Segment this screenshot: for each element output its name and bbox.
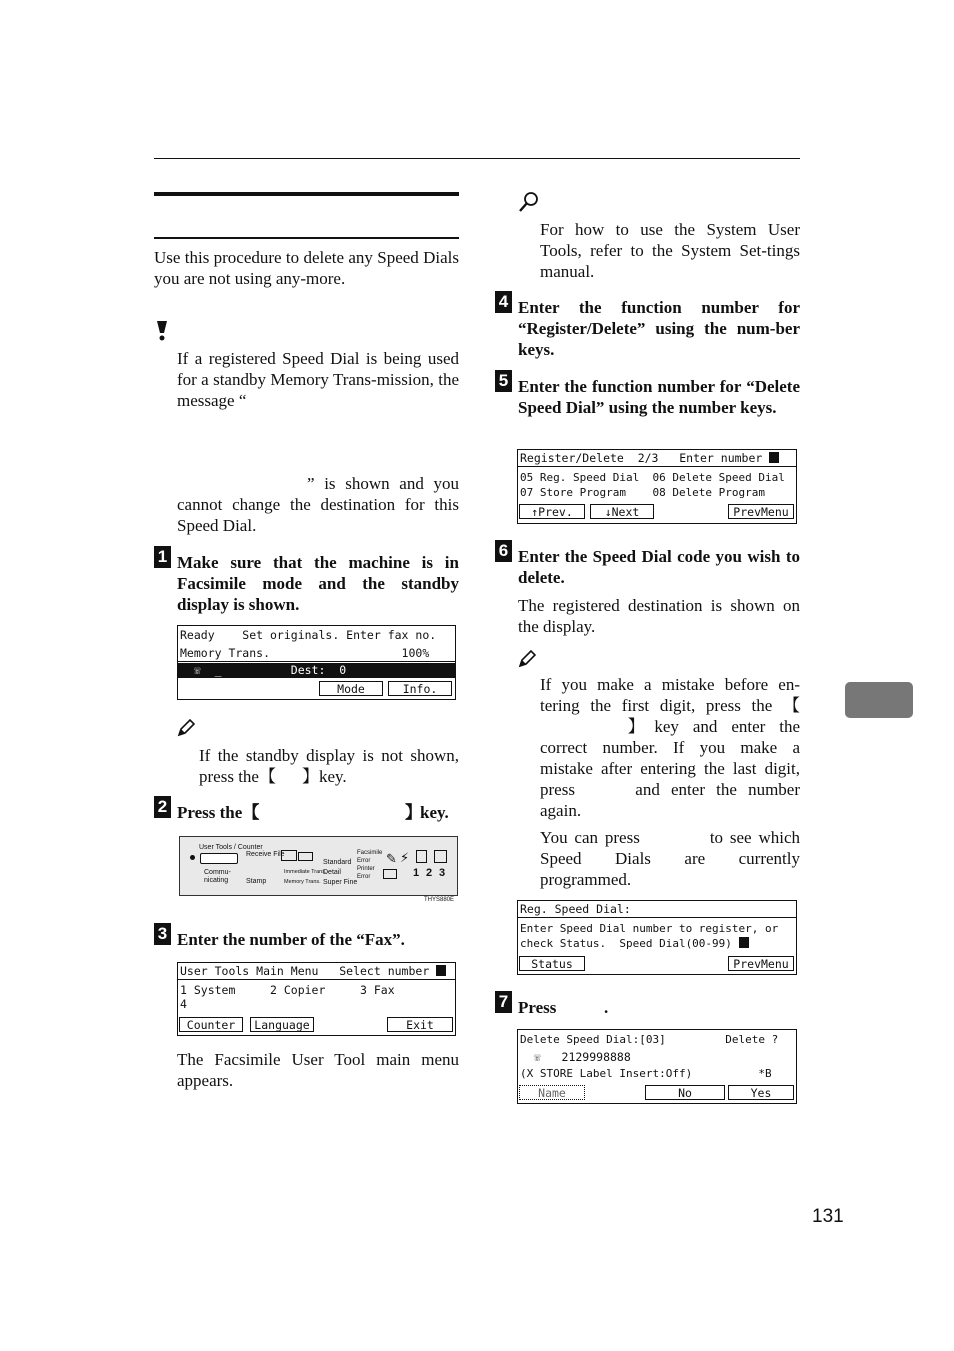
step-5-title: Enter the function number for “Delete Speed Dial” using the number keys. bbox=[518, 377, 800, 417]
prevmenu-button[interactable]: PrevMenu bbox=[728, 504, 794, 519]
facsimile-error-label: Facsimile Error bbox=[357, 850, 383, 864]
lcd-main-menu bbox=[177, 962, 456, 1036]
status-button[interactable]: Status bbox=[519, 956, 585, 971]
panel-figure-code: THYS880E bbox=[424, 897, 455, 903]
lcd-main-menu-row2: 1 System 2 Copier 3 Fax bbox=[180, 983, 395, 997]
step-6-body: The registered destination is shown on the display. bbox=[518, 596, 800, 636]
lcd-register-row2: 05 Reg. Speed Dial 06 Delete Speed Dial bbox=[520, 471, 785, 484]
step-3-number: 3 bbox=[154, 923, 171, 945]
tray-3-icon: 3 bbox=[439, 867, 446, 879]
page-number: 131 bbox=[812, 1206, 844, 1227]
communicating-label: Commu- nicating bbox=[204, 869, 231, 884]
step-6-note-2a: You can press bbox=[540, 828, 640, 847]
important-icon bbox=[155, 320, 169, 342]
step-2-number: 2 bbox=[154, 796, 171, 818]
toner-icon: ⚡ bbox=[400, 850, 410, 865]
printer-icon bbox=[383, 869, 397, 879]
chapter-tab bbox=[845, 682, 913, 718]
step-4-number: 4 bbox=[495, 291, 512, 313]
reference-magnifier-icon bbox=[518, 191, 540, 213]
lcd-cursor bbox=[769, 452, 779, 463]
indicator-dot bbox=[190, 855, 195, 860]
lcd-delete-speed-dial bbox=[517, 1029, 797, 1104]
step-7-number: 7 bbox=[495, 991, 512, 1013]
step-5-number: 5 bbox=[495, 370, 512, 392]
lcd-main-menu-row3: 4 bbox=[180, 997, 187, 1011]
step-2-text: Press the bbox=[177, 803, 243, 822]
step-3-title: Enter the number of the “Fax”. bbox=[177, 930, 405, 949]
note-pencil-icon bbox=[518, 650, 536, 668]
section-bottom-rule bbox=[154, 237, 459, 239]
mode-button[interactable]: Mode bbox=[319, 681, 383, 696]
step-1-note bbox=[199, 745, 459, 787]
exit-button[interactable]: Exit bbox=[387, 1017, 453, 1032]
step-4-title: Enter the function number for “Register/Delete” using the num-ber keys. bbox=[518, 298, 800, 359]
user-tools-label: User Tools / Counter bbox=[199, 844, 263, 851]
super-fine-label: Super Fine bbox=[323, 879, 358, 886]
step-3-after-text: The Facsimile User Tool main menu appears. bbox=[177, 1050, 459, 1090]
lcd-register-title: Register/Delete 2/3 Enter number bbox=[520, 451, 763, 465]
step-6-note-2b: to see which Speed Dials are currently programmed. bbox=[540, 828, 800, 889]
step-6-note-1c: 】key and enter the correct number. If you make a mistake after entering the last digit, press bbox=[540, 717, 800, 799]
prevmenu-button[interactable]: PrevMenu bbox=[728, 956, 794, 971]
control-panel-illustration bbox=[179, 836, 458, 896]
step-6-note-1 bbox=[540, 674, 800, 821]
paper-icon bbox=[416, 850, 427, 863]
important-text-1: If a registered Speed Dial is being used for a standby Memory Trans-mission, the message “ bbox=[177, 349, 459, 410]
important-text-2: ” is shown and you cannot change the destination for this Speed Dial. bbox=[177, 474, 459, 535]
step-1-note-end: 】key. bbox=[301, 767, 347, 786]
lcd-register-row1 bbox=[518, 451, 796, 467]
step-1-number: 1 bbox=[154, 546, 171, 568]
immediate-trans-label: Immediate Trans. bbox=[284, 869, 327, 875]
yes-button[interactable]: Yes bbox=[728, 1085, 794, 1100]
lcd-register-row3: 07 Store Program 08 Delete Program bbox=[520, 486, 766, 499]
user-tools-key[interactable] bbox=[200, 853, 238, 864]
step-1-note-text: If the standby display is not shown, press the【 bbox=[199, 746, 459, 786]
receive-file-label: Receive File bbox=[246, 851, 285, 858]
lcd-standby-display bbox=[177, 625, 456, 700]
next-button[interactable]: ↓Next bbox=[590, 504, 654, 519]
step-7-text: Press bbox=[518, 998, 557, 1017]
standard-label: Standard bbox=[323, 859, 352, 866]
tray-2-icon: 2 bbox=[426, 867, 433, 879]
step-6-note-1a: If you make a mistake before en-tering the first digit, press the bbox=[540, 675, 800, 715]
lcd-cursor bbox=[739, 937, 749, 948]
lcd-reg-speed-row2: Enter Speed Dial number to register, or bbox=[520, 922, 779, 935]
note-pencil-icon bbox=[177, 719, 195, 737]
lcd-cursor bbox=[436, 965, 446, 976]
step-7-title bbox=[518, 997, 800, 1018]
step-2-bracket-open: 【 bbox=[242, 803, 260, 822]
tray-1-icon: 1 bbox=[413, 867, 420, 879]
step-6-title: Enter the Speed Dial code you wish to delete. bbox=[518, 547, 800, 587]
step-7-text-end: . bbox=[604, 998, 609, 1017]
info-button[interactable]: Info. bbox=[388, 681, 452, 696]
step-2-text-end: key. bbox=[420, 803, 449, 822]
step-6-number: 6 bbox=[495, 540, 512, 562]
no-button[interactable]: No bbox=[645, 1085, 725, 1100]
step-2-title bbox=[177, 802, 459, 823]
wrench-icon: ✎ bbox=[386, 851, 397, 866]
lcd-main-menu-title: User Tools Main Menu Select number bbox=[180, 964, 430, 978]
memory-icon bbox=[298, 852, 313, 861]
lcd-reg-speed-row3-text: check Status. Speed Dial(00-99) bbox=[520, 937, 732, 950]
lcd-standby-row3: ☏ _ Dest: 0 bbox=[178, 663, 455, 678]
lcd-register-delete bbox=[517, 449, 797, 524]
lcd-reg-speed-row1: Reg. Speed Dial: bbox=[518, 902, 796, 918]
name-button[interactable]: Name bbox=[519, 1085, 585, 1100]
header-rule bbox=[154, 158, 800, 159]
tray-icon bbox=[434, 850, 447, 863]
lcd-standby-row1: Ready Set originals. Enter fax no. bbox=[180, 628, 437, 642]
detail-label: Detail bbox=[323, 869, 341, 876]
language-button[interactable]: Language bbox=[250, 1017, 314, 1032]
memory-trans-label: Memory Trans. bbox=[284, 879, 321, 885]
step-6-note-2 bbox=[540, 827, 800, 890]
lcd-delete-row3: (X STORE Label Insert:Off) *B bbox=[520, 1067, 772, 1080]
step-6-note-1d: and enter the number again. bbox=[540, 780, 801, 820]
lcd-main-menu-row1 bbox=[178, 964, 455, 980]
section-top-rule bbox=[154, 192, 459, 196]
printer-error-label: Printer Error bbox=[357, 866, 375, 880]
reference-text: For how to use the System User Tools, refer to the System Set-tings manual. bbox=[540, 220, 800, 281]
step-6-note-1-bracket: 【 bbox=[783, 696, 801, 715]
intro-paragraph: Use this procedure to delete any Speed Dials you are not using any-more. bbox=[154, 248, 459, 288]
lcd-delete-row2: ☏ 2129998888 bbox=[520, 1050, 631, 1064]
step-1-title: Make sure that the machine is in Facsimile mode and the standby display is shown. bbox=[177, 553, 459, 614]
prev-button[interactable]: ↑Prev. bbox=[519, 504, 585, 519]
lcd-reg-speed-dial bbox=[517, 900, 797, 975]
lcd-standby-row2: Memory Trans. 100% bbox=[178, 646, 455, 662]
lcd-reg-speed-row3 bbox=[518, 936, 796, 951]
counter-button[interactable]: Counter bbox=[179, 1017, 243, 1032]
envelope-icon bbox=[281, 850, 297, 861]
step-2-bracket-close: 】 bbox=[405, 803, 422, 822]
stamp-label: Stamp bbox=[246, 878, 267, 885]
lcd-delete-row1: Delete Speed Dial:[03] Delete ? bbox=[520, 1033, 779, 1046]
